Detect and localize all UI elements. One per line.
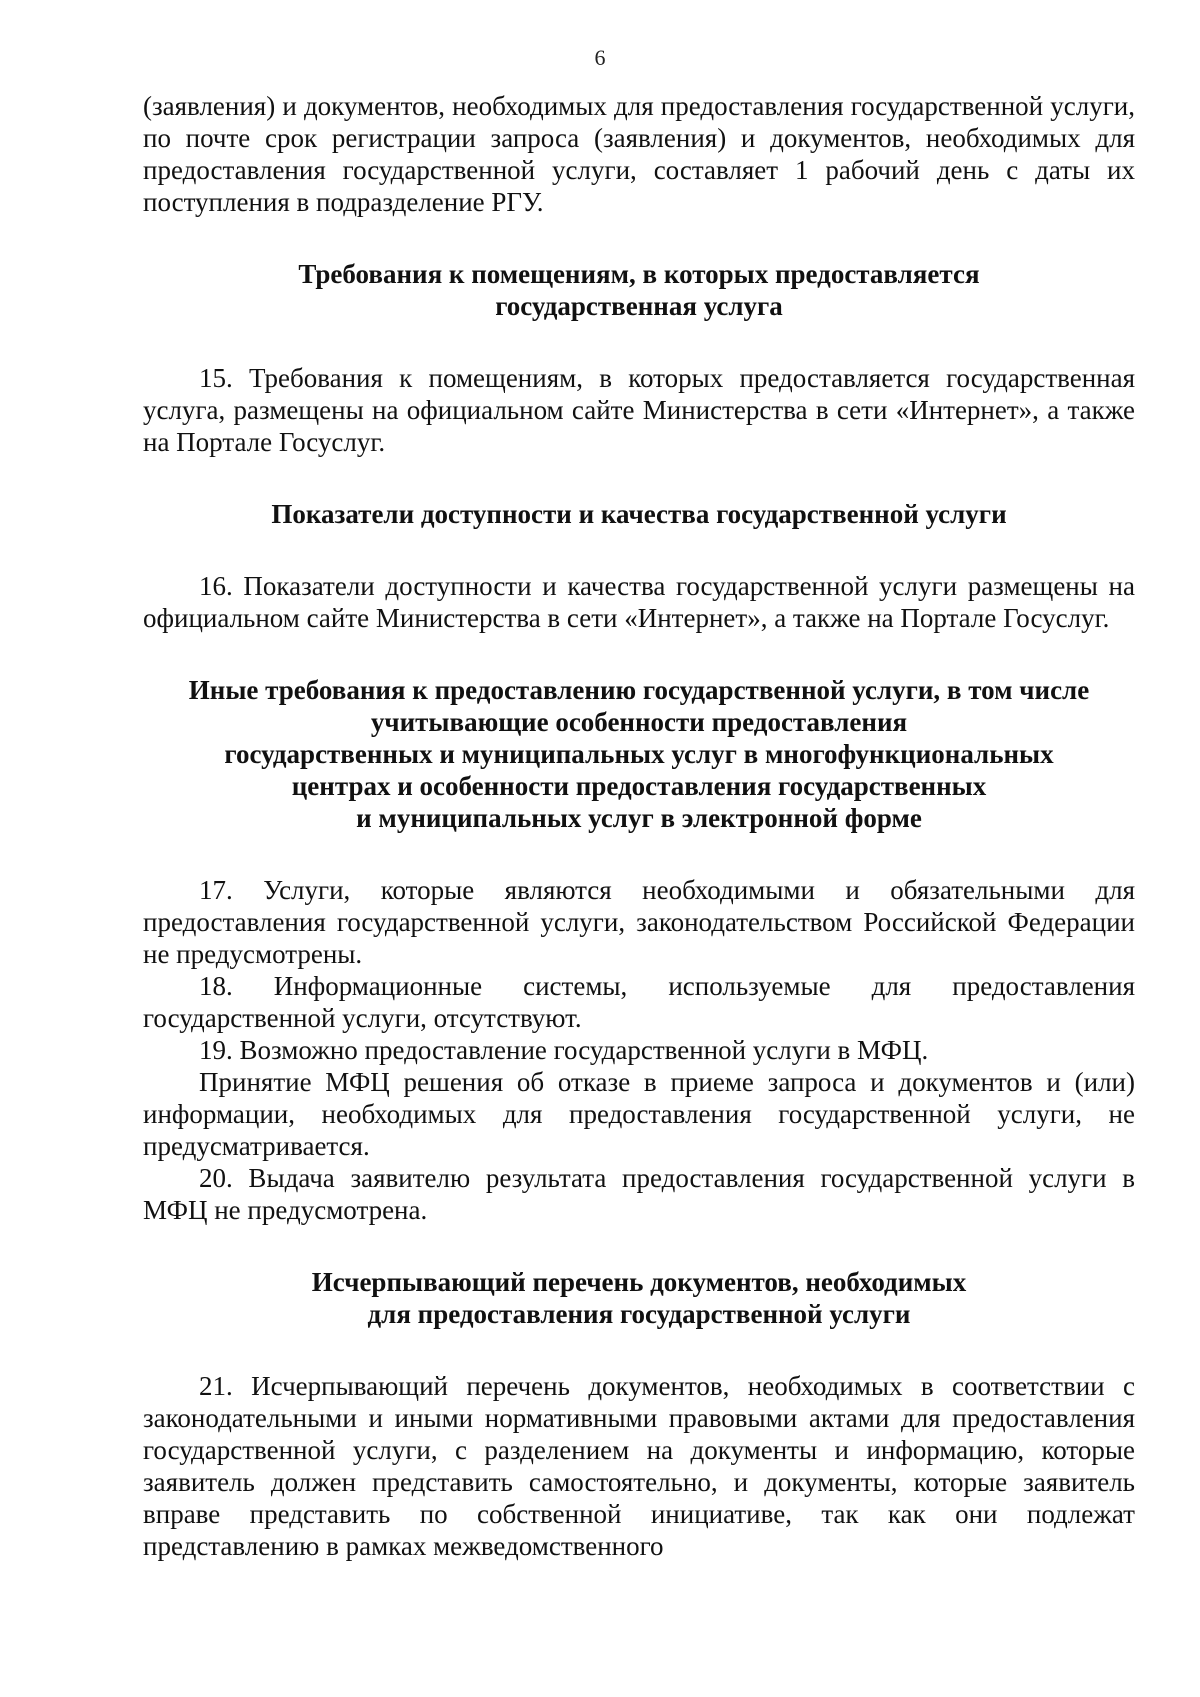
- paragraph-18: 18. Информационные системы, используемые для предоставления государственной услуги, отсутствуют.: [143, 971, 1135, 1033]
- document-body: [143, 90, 1135, 1562]
- paragraph-19: 19. Возможно предоставление государственной услуги в МФЦ.: [199, 1035, 929, 1065]
- heading-premises-requirements: [143, 258, 1135, 322]
- heading-accessibility-indicators: [143, 498, 1135, 530]
- heading-other-requirements: [143, 674, 1135, 834]
- paragraph-21: 21. Исчерпывающий перечень документов, необходимых в соответствии с законодательными и иными нормативными правовыми актами для предоставления государственной услуги, с разделением на документы и информацию, которые заявитель должен представить самостоятельно, и документы, которые заявитель вправе представить по собственной инициативе, так как они подлежат представлению в рамках межведомственного: [143, 1371, 1135, 1561]
- heading-line: Исчерпывающий перечень документов, необходимых: [311, 1267, 967, 1297]
- heading-line: для предоставления государственной услуги: [367, 1299, 911, 1329]
- heading-line: учитывающие особенности предоставления: [370, 707, 908, 737]
- paragraph-19-continued: Принятие МФЦ решения об отказе в приеме запроса и документов и (или) информации, необходимых для предоставления государственной услуги, не предусматривается.: [143, 1067, 1135, 1161]
- page-number: 6: [594, 45, 606, 70]
- intro-paragraph: (заявления) и документов, необходимых для предоставления государственной услуги, по почте срок регистрации запроса (заявления) и документов, необходимых для предоставления государственной услуги, составляет 1 рабочий день с даты их поступления в подразделение РГУ.: [143, 91, 1135, 217]
- heading-line: и муниципальных услуг в электронной форме: [356, 803, 922, 833]
- paragraph-15: 15. Требования к помещениям, в которых предоставляется государственная услуга, размещены на официальном сайте Министерства в сети «Интернет», а также на Портале Госуслуг.: [143, 363, 1135, 457]
- paragraph-17: 17. Услуги, которые являются необходимыми и обязательными для предоставления государственной услуги, законодательством Российской Федерации не предусмотрены.: [143, 875, 1135, 969]
- heading-line: Иные требования к предоставлению государственной услуги, в том числе: [188, 675, 1090, 705]
- heading-line: центрах и особенности предоставления государственных: [291, 771, 987, 801]
- heading-line: государственная услуга: [495, 291, 783, 321]
- paragraph-20: 20. Выдача заявителю результата предоставления государственной услуги в МФЦ не предусмотрена.: [143, 1163, 1135, 1225]
- heading-line: Требования к помещениям, в которых предоставляется: [298, 259, 980, 289]
- paragraph-16: 16. Показатели доступности и качества государственной услуги размещены на официальном сайте Министерства в сети «Интернет», а также на Портале Госуслуг.: [143, 571, 1135, 633]
- heading-line: Показатели доступности и качества государственной услуги: [271, 499, 1007, 529]
- heading-documents-list: [143, 1266, 1135, 1330]
- heading-line: государственных и муниципальных услуг в многофункциональных: [224, 739, 1054, 769]
